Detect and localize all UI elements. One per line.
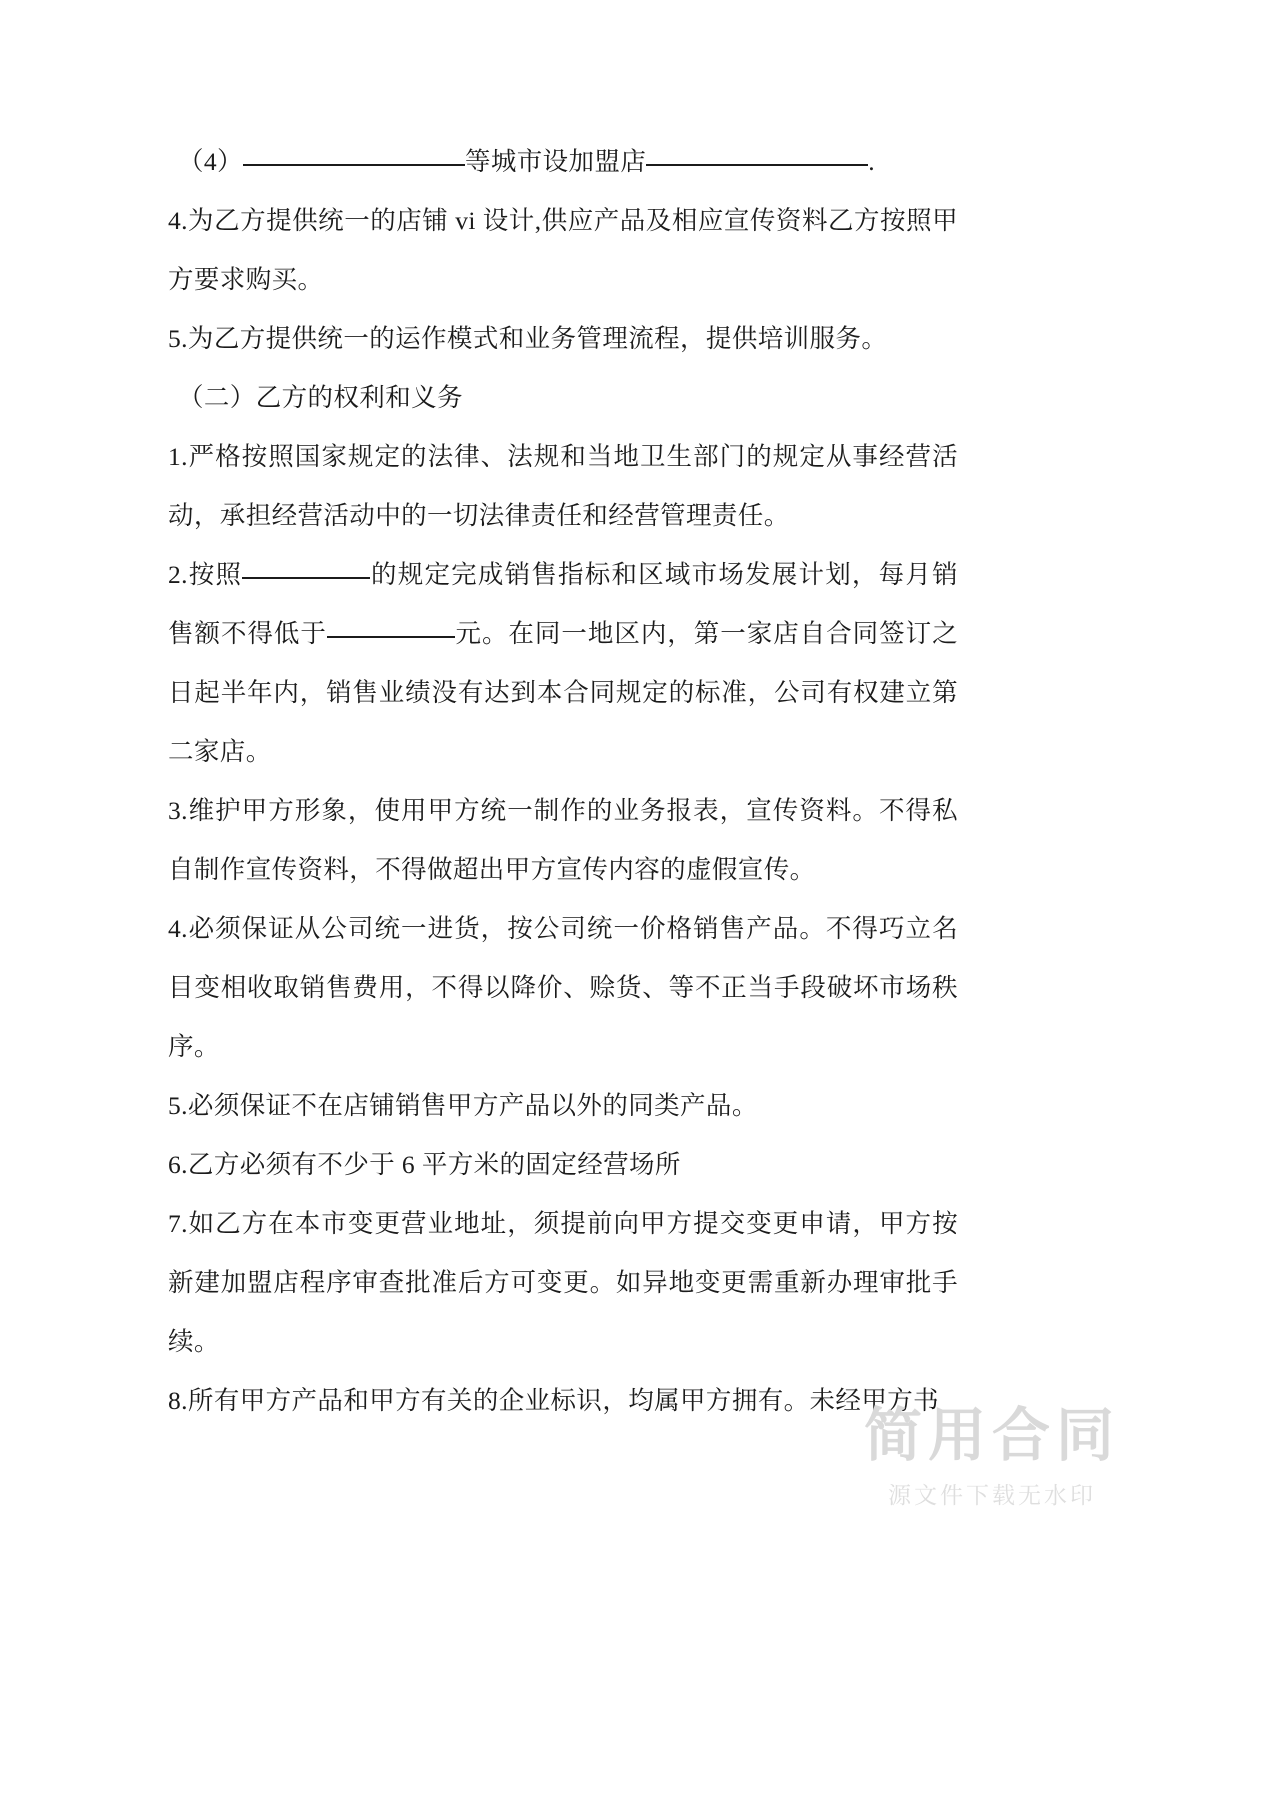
paragraph-b6: 6.乙方必须有不少于 6 平方米的固定经营场所 (168, 1150, 681, 1179)
blank-field-regulation[interactable] (242, 559, 370, 579)
paragraph-b2-seg-2: 的规定完成销售指标和区域市场发展计划，每月销售额不得低于 (168, 560, 958, 648)
document-body (168, 132, 958, 1430)
paragraph-b2 (168, 545, 958, 781)
blank-field-city[interactable] (243, 146, 465, 166)
paragraph-b4: 4.必须保证从公司统一进货，按公司统一价格销售产品。不得巧立名目变相收取销售费用，不得以降价、赊货、等不正当手段破坏市场秩序。 (168, 914, 958, 1061)
paragraph-b2-seg-3: 元。在同一地区内，第一家店自合同签订之日起半年内，销售业绩没有达到本合同规定的标准，公司有权建立第二家店。 (168, 619, 958, 766)
paragraph-a5: 5.为乙方提供统一的运作模式和业务管理流程，提供培训服务。 (168, 324, 888, 353)
paragraph-b2-seg-1: 2.按照 (168, 560, 243, 589)
paragraph-text-end: . (868, 147, 875, 176)
paragraph-b8: 8.所有甲方产品和甲方有关的企业标识，均属甲方拥有。未经甲方书 (168, 1386, 940, 1415)
paragraph-b3: 3.维护甲方形象，使用甲方统一制作的业务报表，宣传资料。不得私自制作宣传资料，不得做超出甲方宣传内容的虚假宣传。 (168, 796, 958, 884)
paragraph-b5: 5.必须保证不在店铺销售甲方产品以外的同类产品。 (168, 1091, 758, 1120)
watermark-subtitle: 源文件下载无水印 (888, 1482, 1096, 1508)
watermark-brand: 简用合同 (863, 1403, 1120, 1469)
paragraph-a4: 4.为乙方提供统一的店铺 vi 设计,供应产品及相应宣传资料乙方按照甲方要求购买。 (168, 206, 958, 294)
paragraph-b7: 7.如乙方在本市变更营业地址，须提前向甲方提交变更申请，甲方按新建加盟店程序审查批准后方可变更。如异地变更需重新办理审批手续。 (168, 1209, 958, 1356)
paragraph-item4-city (168, 132, 958, 191)
section-heading-party-b: （二）乙方的权利和义务 (178, 383, 463, 412)
paragraph-b1: 1.严格按照国家规定的法律、法规和当地卫生部门的规定从事经营活动，承担经营活动中的一切法律责任和经营管理责任。 (168, 442, 958, 530)
paragraph-text-segment: 等城市设加盟店 (464, 147, 647, 176)
blank-field-amount[interactable] (327, 618, 455, 638)
blank-field-store[interactable] (646, 146, 868, 166)
paragraph-prefix: （4） (178, 147, 243, 176)
